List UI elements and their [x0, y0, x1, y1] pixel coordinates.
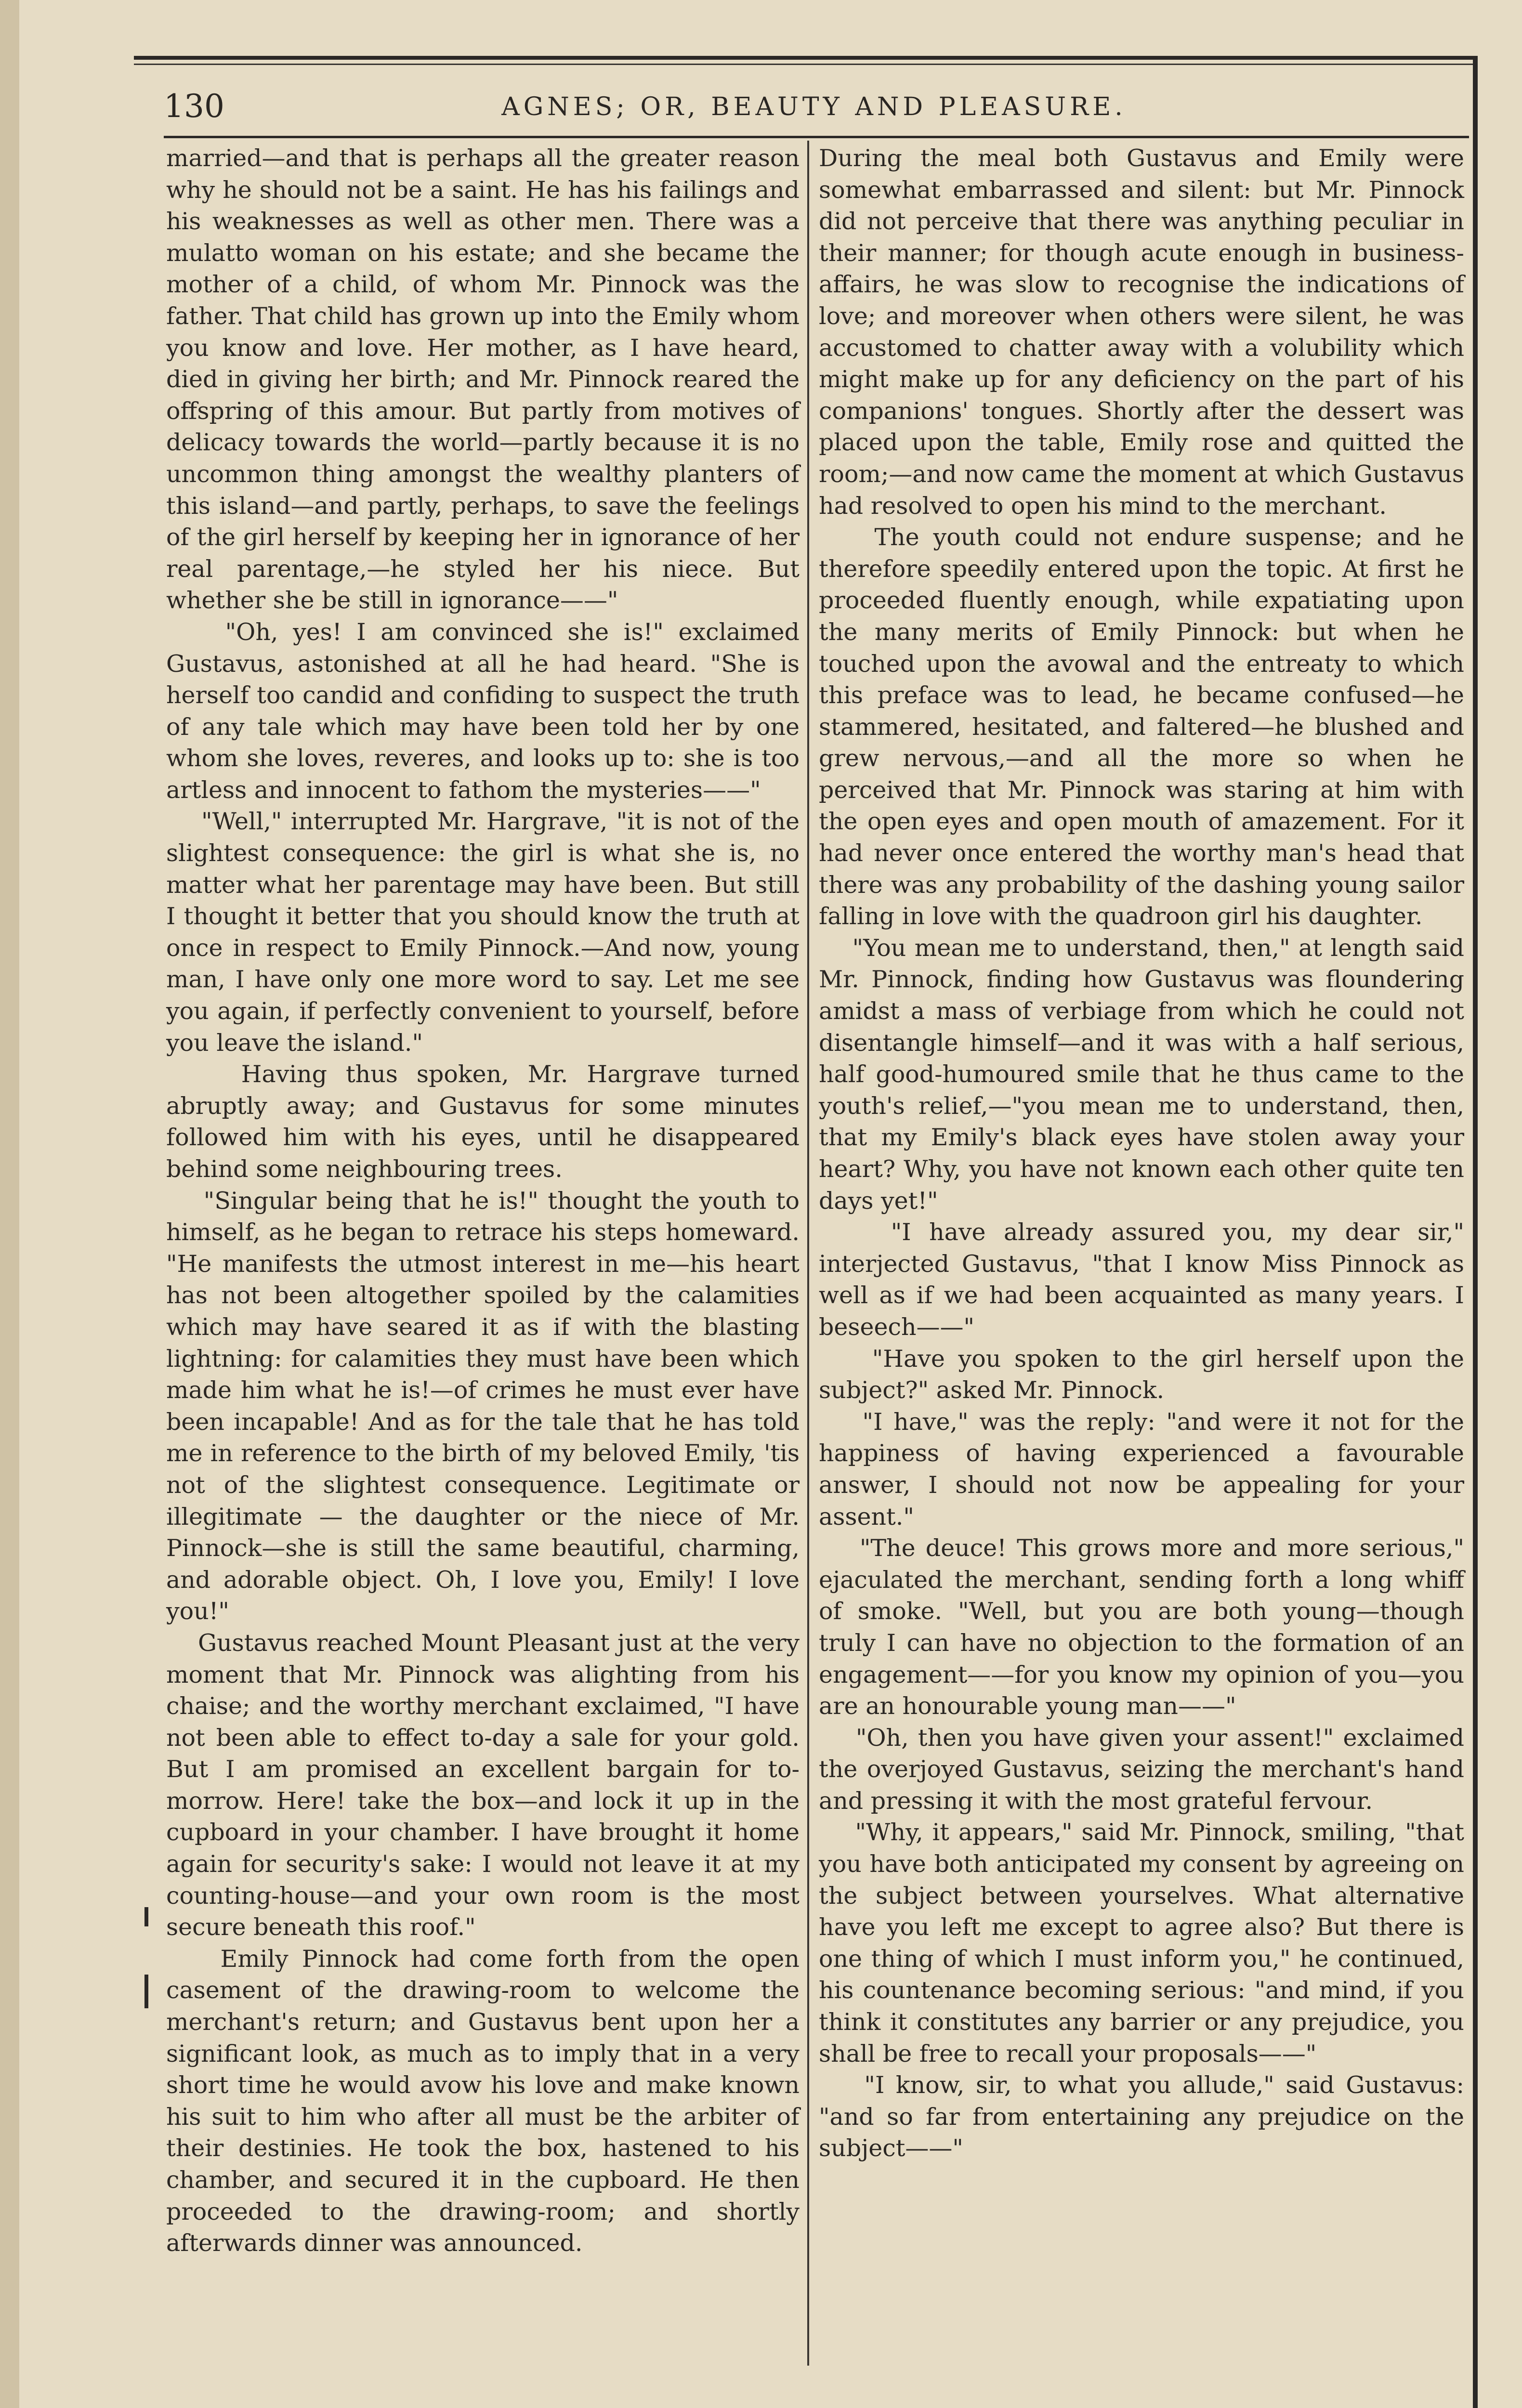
top-border-rule	[134, 56, 1478, 60]
margin-mark	[144, 1907, 148, 1926]
column-divider	[807, 141, 809, 2366]
margin-mark	[144, 1975, 148, 2008]
running-head	[164, 82, 1464, 130]
right-border-rule	[1473, 56, 1478, 2408]
right-text-column: During the meal both Gustavus and Emily were somewhat embarrassed and silent: but Mr. Pinnock did not perceive that there was anything peculiar in their manner; for though acute enough in business-affairs, he was slow to recognise the indications of love; and moreover when others were silent, he was accustomed to chatter away with a volubility which might make up for any deficiency on the part of his companions' tongues. Shortly after the dessert was placed upon the table, Emily rose and quitted the room;—and now came the moment at which Gustavus had resolved to open his mind to the merchant. The youth could not endure suspense; and he therefore speedily entered upon the topic. At first he proceeded fluently enough, while expatiating upon the many merits of Emily Pinnock: but when he touched upon the avowal and the entreaty to which this preface was to lead, he became confused—he stammered, hesitated, and faltered—he blushed and grew nervous,—and all the more so when he perceived that Mr. Pinnock was staring at him with the open eyes and open mouth of amazement. For it had never once entered the worthy man's head that there was any probability of the dashing young sailor falling in love with the quadroon girl his daughter. "You mean me to understand, then," at length said Mr. Pinnock, finding how Gustavus was floundering amidst a mass of verbiage from which he could not disentangle himself—and it was with a half serious, half good-humoured smile that he thus came to the youth's relief,—"you mean me to understand, then, that my Emily's black eyes have stolen away your heart? Why, you have not known each other quite ten days yet!" "I have already assured you, my dear sir," interjected Gustavus, "that I know Miss Pinnock as well as if we had been acquainted as many years. I beseech——" "Have you spoken to the girl herself upon the subject?" asked Mr. Pinnock. "I have," was the reply: "and were it not for the happiness of having experienced a favourable answer, I should not now be appealing for your assent." "The deuce! This grows more and more serious," ejaculated the merchant, sending forth a long whiff of smoke. "Well, but you are both young—though truly I can have no objection to the formation of an engagement——for you know my opinion of you—you are an honourable young man——" "Oh, then you have given your assent!" exclaimed the overjoyed Gustavus, seizing the merchant's hand and pressing it with the most grateful fervour. "Why, it appears," said Mr. Pinnock, smiling, "that you have both anticipated my consent by agreeing on the subject between yourselves. What alternative have you left me except to agree also? But there is one thing of which I must inform you," he continued, his countenance becoming serious: "and mind, if you think it constitutes any barrier or any prejudice, you shall be free to recall your proposals——" "I know, sir, to what you allude," said Gustavus: "and so far from entertaining any prejudice on the subject——"	[819, 144, 1464, 2162]
left-text-column: married—and that is perhaps all the greater reason why he should not be a saint. He has his failings and his weaknesses as well as other men. There was a mulatto woman on his estate; and she became the mother of a child, of whom Mr. Pinnock was the father. That child has grown up into the Emily whom you know and love. Her mother, as I have heard, died in giving her birth; and Mr. Pinnock reared the offspring of this amour. But partly from motives of delicacy towards the world—partly because it is no uncommon thing amongst the wealthy planters of this island—and partly, perhaps, to save the feelings of the girl herself by keeping her in ignorance of her real parentage,—he styled her his niece. But whether she be still in ignorance——" "Oh, yes! I am convinced she is!" exclaimed Gustavus, astonished at all he had heard. "She is herself too candid and confiding to suspect the truth of any tale which may have been told her by one whom she loves, reveres, and looks up to: she is too artless and innocent to fathom the mysteries——" "Well," interrupted Mr. Hargrave, "it is not of the slightest consequence: the girl is what she is, no matter what her parentage may have been. But still I thought it better that you should know the truth at once in respect to Emily Pinnock.—And now, young man, I have only one more word to say. Let me see you again, if perfectly convenient to yourself, before you leave the island." Having thus spoken, Mr. Hargrave turned abruptly away; and Gustavus for some minutes followed him with his eyes, until he disappeared behind some neighbouring trees. "Singular being that he is!" thought the youth to himself, as he began to retrace his steps homeward. "He manifests the utmost interest in me—his heart has not been altogether spoiled by the calamities which may have seared it as if with the blasting lightning: for calamities they must have been which made him what he is!—of crimes he must ever have been incapable! And as for the tale that he has told me in reference to the birth of my beloved Emily, 'tis not of the slightest consequence. Legitimate or illegitimate — the daughter or the niece of Mr. Pinnock—she is still the same beautiful, charming, and adorable object. Oh, I love you, Emily! I love you!" Gustavus reached Mount Pleasant just at the very moment that Mr. Pinnock was alighting from his chaise; and the worthy merchant exclaimed, "I have not been able to effect to-day a sale for your gold. But I am promised an excellent bargain for to-morrow. Here! take the box—and lock it up in the cupboard in your chamber. I have brought it home again for security's sake: I would not leave it at my counting-house—and your own room is the most secure beneath this roof." Emily Pinnock had come forth from the open casement of the drawing-room to welcome the merchant's return; and Gustavus bent upon her a significant look, as much as to imply that in a very short time he would avow his love and make known his suit to him who after all must be the arbiter of their destinies. He took the box, hastened to his chamber, and secured it in the cupboard. He then proceeded to the drawing-room; and shortly afterwards dinner was announced.	[166, 144, 800, 2257]
top-border-inner-rule	[134, 64, 1478, 65]
page-gutter	[0, 0, 19, 2408]
header-rule	[164, 136, 1469, 138]
page-number: 130	[164, 88, 224, 125]
running-title: AGNES; OR, BEAUTY AND PLEASURE.	[501, 92, 1127, 121]
